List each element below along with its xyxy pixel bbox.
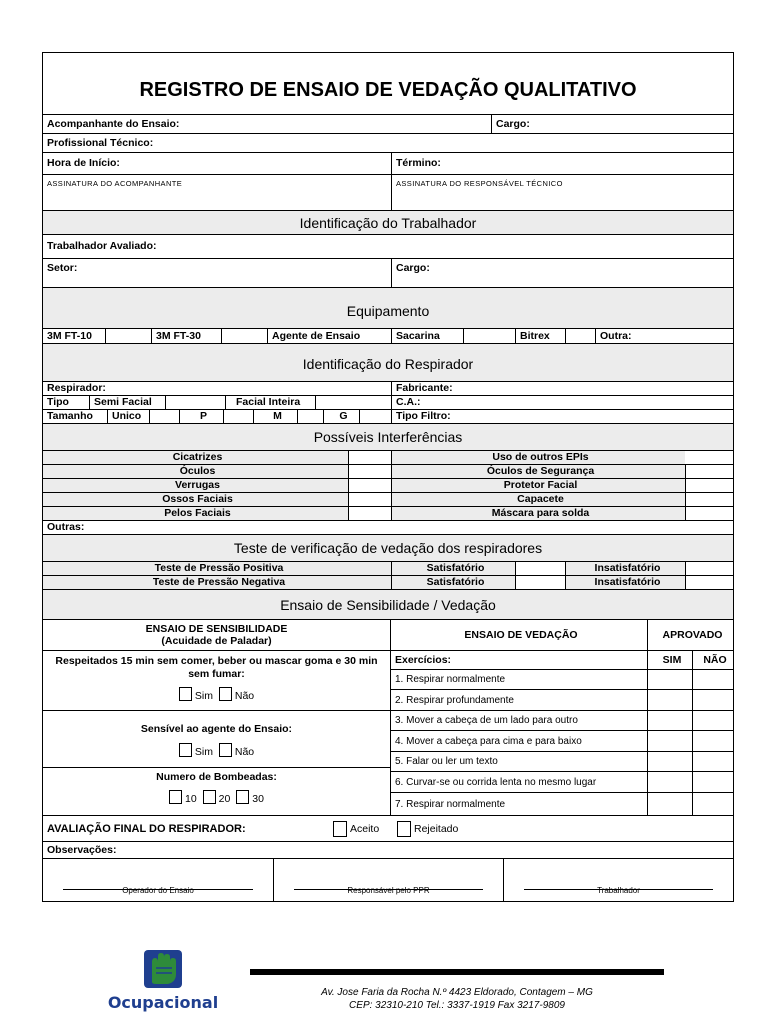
observacoes-row xyxy=(43,842,733,859)
exercise-row xyxy=(391,793,733,815)
aceito-option xyxy=(333,816,395,841)
equip-sacarina[interactable]: Sacarina xyxy=(391,329,463,343)
rejeitado-option xyxy=(397,816,517,841)
exercise-sim-cell[interactable] xyxy=(647,752,692,771)
exercise-nao-cell[interactable] xyxy=(692,752,733,771)
interf-oculos: Óculos xyxy=(43,465,348,478)
logo-text: Ocupacional xyxy=(107,993,219,1012)
sensibilidade-block xyxy=(43,620,391,815)
sim-header: SIM xyxy=(647,651,692,669)
tamanho-label: Tamanho xyxy=(47,410,93,422)
equipamento-section-header xyxy=(43,288,733,329)
profissional-field[interactable]: Profissional Técnico: xyxy=(47,136,154,149)
hora-row xyxy=(43,153,733,175)
equip-3m-ft30[interactable]: 3M FT-30 xyxy=(151,329,221,343)
signature-trabalhador[interactable] xyxy=(503,859,733,901)
page-title: REGISTRO DE ENSAIO DE VEDAÇÃO QUALITATIVO xyxy=(139,79,637,101)
vedacao-header xyxy=(391,620,733,651)
bombeadas-10-label: 10 xyxy=(185,793,197,805)
equip-3m-ft10-box[interactable] xyxy=(105,329,151,343)
respirador-section-header xyxy=(43,344,733,382)
exercise-nao-cell[interactable] xyxy=(692,731,733,751)
sensivel-options xyxy=(43,743,390,758)
fit-test-form xyxy=(42,52,734,902)
sensivel-sim-checkbox[interactable] xyxy=(179,743,192,757)
interf-oculos-seguranca: Óculos de Segurança xyxy=(391,465,685,478)
exercise-label: 6. Curvar-se ou corrida lenta no mesmo lugar xyxy=(395,776,597,788)
interf-cicatrizes: Cicatrizes xyxy=(43,451,348,464)
exercise-nao-cell[interactable] xyxy=(692,690,733,710)
sensibilidade-section-title: Ensaio de Sensibilidade / Vedação xyxy=(280,596,496,613)
exercise-sim-cell[interactable] xyxy=(647,772,692,792)
aceito-checkbox[interactable] xyxy=(333,821,347,837)
bombeadas-10-checkbox[interactable] xyxy=(169,790,182,804)
m-box[interactable] xyxy=(297,410,323,423)
signature-row xyxy=(43,859,733,901)
hora-inicio-field[interactable]: Hora de Início: xyxy=(47,157,120,169)
respirador-row xyxy=(43,382,733,396)
interferencia-row xyxy=(43,451,733,465)
exercise-label: 2. Respirar profundamente xyxy=(395,694,514,706)
acompanhante-row xyxy=(43,115,733,134)
signature-operador-label: Operador do Ensaio xyxy=(122,886,194,895)
equip-bitrex[interactable]: Bitrex xyxy=(515,329,565,343)
equip-agente-ensaio[interactable]: Agente de Ensaio xyxy=(267,329,391,343)
sensivel-sim-label: Sim xyxy=(194,746,213,758)
sensivel-nao-label: Não xyxy=(234,746,255,758)
address-line-1: Av. Jose Faria da Rocha N.º 4423 Eldorado, Contagem – MG xyxy=(321,987,593,998)
exercise-label: 5. Falar ou ler um texto xyxy=(395,756,498,767)
tamanho-row xyxy=(43,410,733,424)
tipo-filtro-field[interactable]: Tipo Filtro: xyxy=(391,410,733,423)
facial-inteira-box[interactable] xyxy=(315,396,391,409)
rejeitado-label: Rejeitado xyxy=(414,822,459,835)
outras-row xyxy=(43,521,733,535)
jejum-sim-label: Sim xyxy=(194,690,213,702)
interf-capacete: Capacete xyxy=(391,493,685,506)
positiva-satisfatorio: Satisfatório xyxy=(391,562,515,575)
sensibilidade-subtitle: (Acuidade de Paladar) xyxy=(161,635,272,647)
interf-ossos-faciais-box[interactable] xyxy=(348,493,391,506)
tipo-facial-inteira[interactable]: Facial Inteira xyxy=(225,396,315,409)
interf-verrugas-box[interactable] xyxy=(348,479,391,492)
address-line-2: CEP: 32310-210 Tel.: 3337-1919 Fax 3217-9809 xyxy=(349,1000,565,1011)
exercise-row xyxy=(391,711,733,731)
exercise-label: 3. Mover a cabeça de um lado para outro xyxy=(395,715,578,726)
trabalhador-section-title: Identificação do Trabalhador xyxy=(299,214,477,231)
assinatura-responsavel[interactable]: ASSINATURA DO RESPONSÁVEL TÉCNICO xyxy=(391,175,733,210)
exercise-row xyxy=(391,670,733,690)
sensibilidade-title: ENSAIO DE SENSIBILIDADE xyxy=(145,623,288,635)
exercise-nao-cell[interactable] xyxy=(692,711,733,730)
exercise-sim-cell[interactable] xyxy=(647,711,692,730)
jejum-sim-checkbox[interactable] xyxy=(179,687,192,701)
negativa-satisfatorio-box[interactable] xyxy=(515,576,565,589)
trabalhador-cargo-field[interactable]: Cargo: xyxy=(391,259,733,287)
bombeadas-20-label: 20 xyxy=(218,793,231,805)
sensivel-question xyxy=(43,711,390,768)
jejum-nao-checkbox[interactable] xyxy=(219,687,232,701)
exercise-row xyxy=(391,752,733,772)
interferencias-section-header xyxy=(43,424,733,451)
exercise-row xyxy=(391,772,733,793)
g-box[interactable] xyxy=(359,410,391,423)
hand-logo-icon xyxy=(138,948,188,990)
negativa-satisfatorio: Satisfatório xyxy=(391,576,515,589)
vedacao-block xyxy=(391,620,733,815)
positiva-insatisfatorio-box[interactable] xyxy=(685,562,733,575)
cargo-field[interactable]: Cargo: xyxy=(491,115,733,133)
exercise-label: 4. Mover a cabeça para cima e para baixo xyxy=(395,735,582,747)
verificacao-section-header xyxy=(43,535,733,562)
bombeadas-20-checkbox[interactable] xyxy=(203,790,216,804)
semi-facial-box[interactable] xyxy=(165,396,225,409)
positiva-insatisfatorio: Insatisfatório xyxy=(565,562,685,575)
trabalhador-avaliado-row xyxy=(43,235,733,259)
negativa-insatisfatorio: Insatisfatório xyxy=(565,576,685,589)
equip-bitrex-box[interactable] xyxy=(565,329,595,343)
sensibilidade-header xyxy=(43,620,390,651)
nao-header: NÃO xyxy=(692,651,733,669)
exercise-sim-cell[interactable] xyxy=(647,793,692,815)
footer-address xyxy=(250,986,664,1012)
interf-cicatrizes-box[interactable] xyxy=(348,451,391,464)
bombeadas-30-label: 30 xyxy=(252,793,264,805)
setor-row xyxy=(43,259,733,288)
avaliacao-final-label: AVALIAÇÃO FINAL DO RESPIRADOR: xyxy=(47,822,246,835)
equip-3m-ft30-box[interactable] xyxy=(221,329,267,343)
avaliacao-final-row xyxy=(43,815,733,842)
signature-operador[interactable] xyxy=(43,859,273,901)
exercicios-label: Exercícios: xyxy=(395,653,452,666)
bombeadas-question-text: Numero de Bombeadas: xyxy=(156,771,277,783)
interf-verrugas: Verrugas xyxy=(43,479,348,492)
exercise-sim-cell[interactable] xyxy=(647,731,692,751)
interferencia-row xyxy=(43,493,733,507)
interferencia-row xyxy=(43,507,733,521)
signature-responsavel-label: Responsável pelo PPR xyxy=(347,886,430,895)
ca-field[interactable]: C.A.: xyxy=(391,396,733,409)
acompanhante-field[interactable]: Acompanhante do Ensaio: xyxy=(47,117,180,130)
exercise-nao-cell[interactable] xyxy=(692,670,733,689)
tamanho-g[interactable]: G xyxy=(323,410,359,423)
jejum-question-text: Respeitados 15 min sem comer, beber ou mascar goma e 30 min sem fumar: xyxy=(55,655,378,680)
negativa-insatisfatorio-box[interactable] xyxy=(685,576,733,589)
exercise-row xyxy=(391,690,733,711)
tipo-label: Tipo xyxy=(47,396,69,408)
aprovado-header: APROVADO xyxy=(647,620,733,650)
tamanho-m[interactable]: M xyxy=(253,410,297,423)
interferencias-section-title: Possíveis Interferências xyxy=(313,429,463,445)
interf-mascara-solda-box[interactable] xyxy=(685,507,733,520)
pressao-row xyxy=(43,562,733,576)
company-logo xyxy=(100,948,226,1018)
pressao-negativa-label: Teste de Pressão Negativa xyxy=(43,576,391,589)
sensivel-question-text: Sensível ao agente do Ensaio: xyxy=(140,723,293,735)
jejum-options xyxy=(49,687,384,702)
respirador-section-title: Identificação do Respirador xyxy=(302,356,474,372)
pressao-positiva-label: Teste de Pressão Positiva xyxy=(43,562,391,575)
jejum-question xyxy=(43,651,390,711)
equip-sacarina-box[interactable] xyxy=(463,329,515,343)
interf-outros-epis: Uso de outros EPIs xyxy=(391,451,685,464)
respirador-field[interactable]: Respirador: xyxy=(47,382,106,394)
interferencia-row xyxy=(43,479,733,493)
interferencia-row xyxy=(43,465,733,479)
jejum-nao-label: Não xyxy=(234,690,255,702)
interf-mascara-solda: Máscara para solda xyxy=(391,507,685,520)
equipamento-row xyxy=(43,329,733,344)
equipamento-section-title: Equipamento xyxy=(346,303,430,319)
interf-protetor-facial-box[interactable] xyxy=(685,479,733,492)
interf-protetor-facial: Protetor Facial xyxy=(391,479,685,492)
trabalhador-section-header xyxy=(43,211,733,235)
pressao-row xyxy=(43,576,733,590)
positiva-satisfatorio-box[interactable] xyxy=(515,562,565,575)
exercise-sim-cell[interactable] xyxy=(647,690,692,710)
termino-field[interactable]: Término: xyxy=(391,153,733,174)
setor-field[interactable]: Setor: xyxy=(47,262,78,274)
equip-outra[interactable]: Outra: xyxy=(595,329,733,343)
exercise-row xyxy=(391,731,733,752)
form-title-row xyxy=(43,53,733,115)
signature-responsavel[interactable] xyxy=(273,859,503,901)
exercise-nao-cell[interactable] xyxy=(692,793,733,815)
interf-outros-epis-box[interactable] xyxy=(685,451,733,464)
interf-capacete-box[interactable] xyxy=(685,493,733,506)
exercise-label: 7. Respirar normalmente xyxy=(395,798,506,810)
footer-divider xyxy=(250,969,664,975)
sensibilidade-section-header xyxy=(43,590,733,620)
interf-oculos-seguranca-box[interactable] xyxy=(685,465,733,478)
interf-pelos-faciais-box[interactable] xyxy=(348,507,391,520)
interf-ossos-faciais: Ossos Faciais xyxy=(43,493,348,506)
interf-pelos-faciais: Pelos Faciais xyxy=(43,507,348,520)
bombeadas-options xyxy=(43,790,390,805)
tamanho-p[interactable]: P xyxy=(179,410,223,423)
outras-field[interactable]: Outras: xyxy=(47,521,85,533)
p-box[interactable] xyxy=(223,410,253,423)
fabricante-field[interactable]: Fabricante: xyxy=(391,382,733,395)
exercise-nao-cell[interactable] xyxy=(692,772,733,792)
profissional-row xyxy=(43,134,733,153)
vedacao-title: ENSAIO DE VEDAÇÃO xyxy=(464,628,578,641)
bombeadas-question xyxy=(43,768,390,815)
exercise-label: 1. Respirar normalmente xyxy=(395,674,506,685)
tipo-semi-facial[interactable]: Semi Facial xyxy=(89,396,165,409)
tipo-row xyxy=(43,396,733,410)
aceito-label: Aceito xyxy=(350,822,380,835)
unico-box[interactable] xyxy=(149,410,179,423)
exercicios-header xyxy=(391,651,733,670)
exercise-sim-cell[interactable] xyxy=(647,670,692,689)
signature-trabalhador-label: Trabalhador xyxy=(597,886,640,895)
observacoes-field[interactable]: Observações: xyxy=(47,843,117,856)
rejeitado-checkbox[interactable] xyxy=(397,821,411,837)
tamanho-unico[interactable]: Unico xyxy=(107,410,149,423)
assinatura-row xyxy=(43,175,733,211)
verificacao-section-title: Teste de verificação de vedação dos respiradores xyxy=(233,540,543,556)
interf-oculos-box[interactable] xyxy=(348,465,391,478)
trabalhador-avaliado-field[interactable]: Trabalhador Avaliado: xyxy=(47,240,157,252)
sensivel-nao-checkbox[interactable] xyxy=(219,743,232,757)
bombeadas-30-checkbox[interactable] xyxy=(236,790,249,804)
equip-3m-ft10[interactable]: 3M FT-10 xyxy=(47,329,92,342)
assinatura-acompanhante[interactable]: ASSINATURA DO ACOMPANHANTE xyxy=(47,179,183,188)
